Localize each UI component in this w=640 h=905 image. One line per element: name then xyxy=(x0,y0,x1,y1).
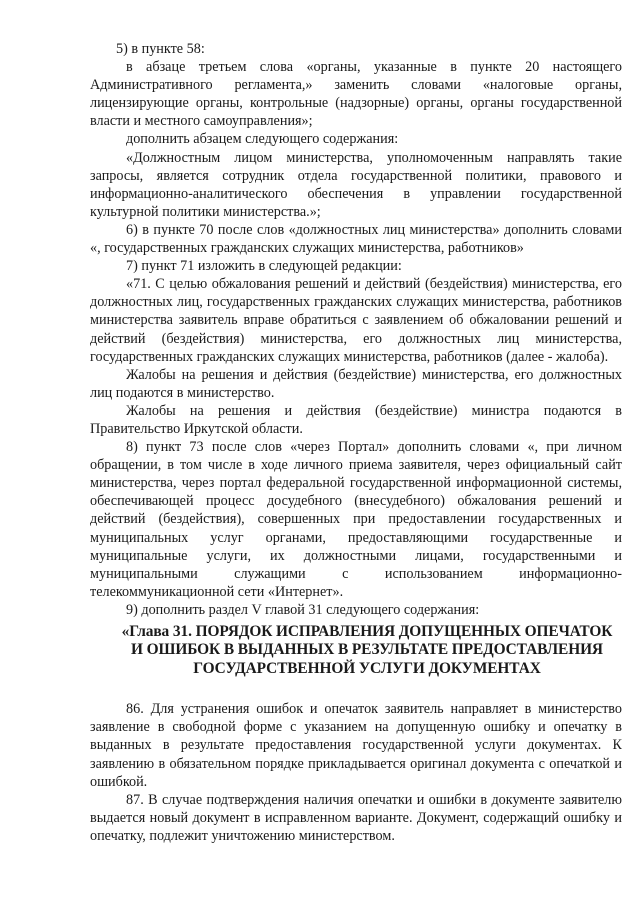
item5-quote: «Должностным лицом министерства, уполномоченным направлять такие запросы, является сотрудник отдела государственной политики, правового и информационно-аналитического обеспечения в управлении государственной культурной политики министерства.»; xyxy=(90,149,622,220)
item5-heading: 5) в пункте 58: xyxy=(116,41,205,57)
item5-paragraph-1: в абзаце третьем слова «органы, указанные в пункте 20 настоящего Административного регламента,» заменить словами «налоговые органы, лицензирующие органы, контрольные (надзорные) органы, органы государственной власти и местного самоуправления»; xyxy=(90,59,622,130)
paragraph-87: 87. В случае подтверждения наличия опечатки и ошибки в документе заявителю выдается новый документ в исправленном варианте. Документ, содержащий ошибку и опечатку, подлежит уничтожению министерством. xyxy=(90,791,622,844)
item7-paragraph-2: Жалобы на решения и действия (бездействие) министерства, его должностных лиц подаются в министерство. xyxy=(90,366,622,401)
item7-paragraph-3: Жалобы на решения и действия (бездействие) министра подаются в Правительство Иркутской области. xyxy=(90,402,622,437)
paragraph-86: 86. Для устранения ошибок и опечаток заявитель направляет в министерство заявление в свободной форме с указанием на допущенную ошибку и опечатку в выданных в результате предоставления государственной услуги документах. К заявлению в обязательном порядке прикладывается оригинал документа с опечаткой и ошибкой. xyxy=(90,701,622,790)
item7-paragraph-1: «71. С целью обжалования решений и действий (бездействия) министерства, его должностных лиц, государственных гражданских служащих министерства, работников министерства заявитель вправе обратиться с заявлением об обжаловании решений и действий (бездействия) министерства, его должностных лиц министерства, государственных гражданских служащих министерства, работников (далее - жалоба). xyxy=(90,276,622,365)
item7-heading: 7) пункт 71 изложить в следующей редакции: xyxy=(126,258,402,275)
item5-paragraph-2: дополнить абзацем следующего содержания: xyxy=(126,131,399,148)
item8-paragraph: 8) пункт 73 после слов «через Портал» дополнить словами «, при личном обращении, в том числе в ходе личного приема заявителя, через официальный сайт министерства, через портал федеральной государственной информационной системы, обеспечивающей процесс досудебного (внесудебного) обжалования решений и действий (бездействия), совершенных при предоставлении государственных и муниципальных услуг органами, предоставляющими государственные и муниципальные услуги, их должностными лицами, государственными и муниципальными служащими с использованием информационно-телекоммуникационной сети «Интернет». xyxy=(90,439,622,600)
chapter-title: «Глава 31. ПОРЯДОК ИСПРАВЛЕНИЯ ДОПУЩЕННЫХ ОПЕЧАТОК И ОШИБОК В ВЫДАННЫХ В РЕЗУЛЬТАТЕ ПРЕДОСТАВЛЕНИЯ ГОСУДАРСТВЕННОЙ УСЛУГИ ДОКУМЕНТАХ xyxy=(121,623,613,677)
document-body xyxy=(90,40,622,845)
item6-paragraph: 6) в пункте 70 после слов «должностных лиц министерства» дополнить словами «, государственных гражданских служащих министерства, работников» xyxy=(90,221,622,257)
item9-heading: 9) дополнить раздел V главой 31 следующего содержания: xyxy=(126,601,480,618)
section-spacer xyxy=(90,678,622,700)
